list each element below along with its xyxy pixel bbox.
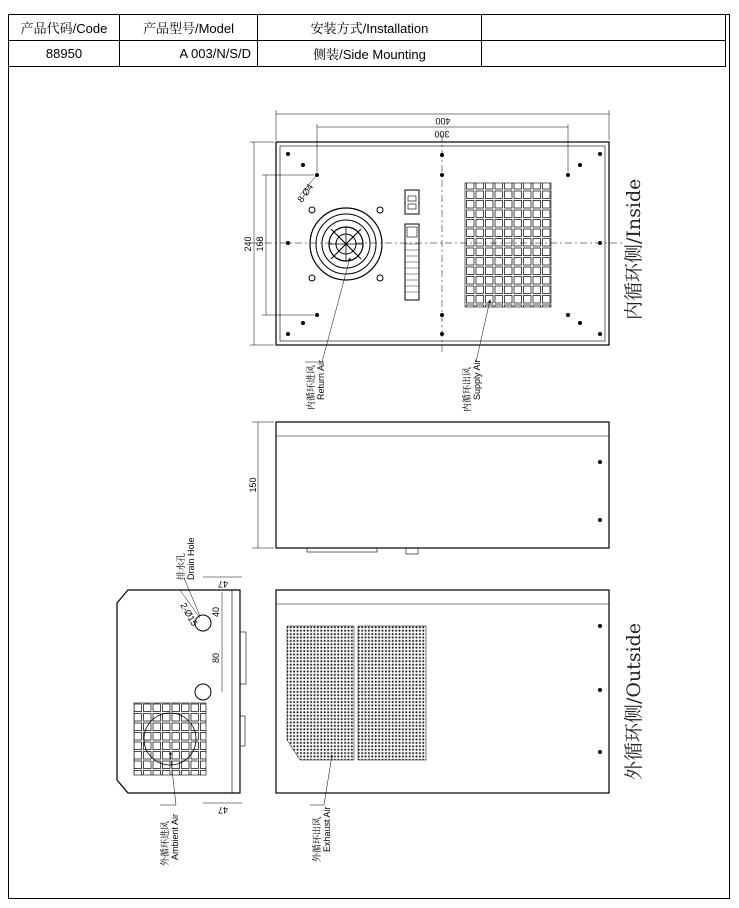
drain-hole-cn: 排水孔 xyxy=(176,552,186,580)
model-value: A 003/N/S/D xyxy=(120,41,258,67)
dim-47-bottom: 47 xyxy=(217,805,228,815)
dim-47-top: 47 xyxy=(217,579,228,589)
exhaust-air-cn: 外循环出风 xyxy=(312,816,322,862)
fan xyxy=(309,207,383,281)
drain-hole-en: Drain Hole xyxy=(186,537,196,580)
side-frame xyxy=(276,422,609,548)
model-label: 产品型号/Model xyxy=(120,15,258,41)
dim-80: 80 xyxy=(211,652,221,664)
ambient-grill xyxy=(134,703,206,775)
exhaust-mesh-right xyxy=(358,626,426,760)
supply-air-en: Supply Air xyxy=(472,359,482,400)
ambient-air-en: Ambient Air xyxy=(170,813,180,860)
return-air-en: Return Air xyxy=(316,359,326,400)
dim-300: 300 xyxy=(434,129,450,139)
code-label: 产品代码/Code xyxy=(9,15,120,41)
drain-hole-bottom xyxy=(195,684,211,700)
return-air-cn: 内循环进风 xyxy=(306,364,316,410)
supply-grill xyxy=(465,183,551,307)
dim-240: 240 xyxy=(243,236,253,252)
install-label: 安装方式/Installation xyxy=(258,15,482,41)
side-view xyxy=(248,422,609,554)
dim-150: 150 xyxy=(248,477,258,493)
dim-40: 40 xyxy=(211,606,221,618)
inside-view xyxy=(243,110,645,412)
ambient-air-cn: 外循环进风 xyxy=(160,820,170,866)
exhaust-air-en: Exhaust Air xyxy=(322,806,332,852)
install-value: 侧装/Side Mounting xyxy=(258,41,482,67)
connector-top xyxy=(405,190,419,214)
exhaust-mesh-left xyxy=(287,626,354,760)
outside-title: 外循环侧/Outside xyxy=(623,622,645,780)
hole-dia-side: 2-Ø15 xyxy=(178,601,200,628)
supply-air-cn: 内循环出风 xyxy=(462,366,472,412)
dim-168: 168 xyxy=(255,236,265,252)
dim-400: 400 xyxy=(435,116,451,126)
hole-dia-top: 8-Ø4 xyxy=(295,182,316,205)
outside-view xyxy=(276,590,645,862)
code-value: 88950 xyxy=(9,41,120,67)
end-view xyxy=(117,537,246,866)
inside-title: 内循环侧/Inside xyxy=(623,178,645,320)
